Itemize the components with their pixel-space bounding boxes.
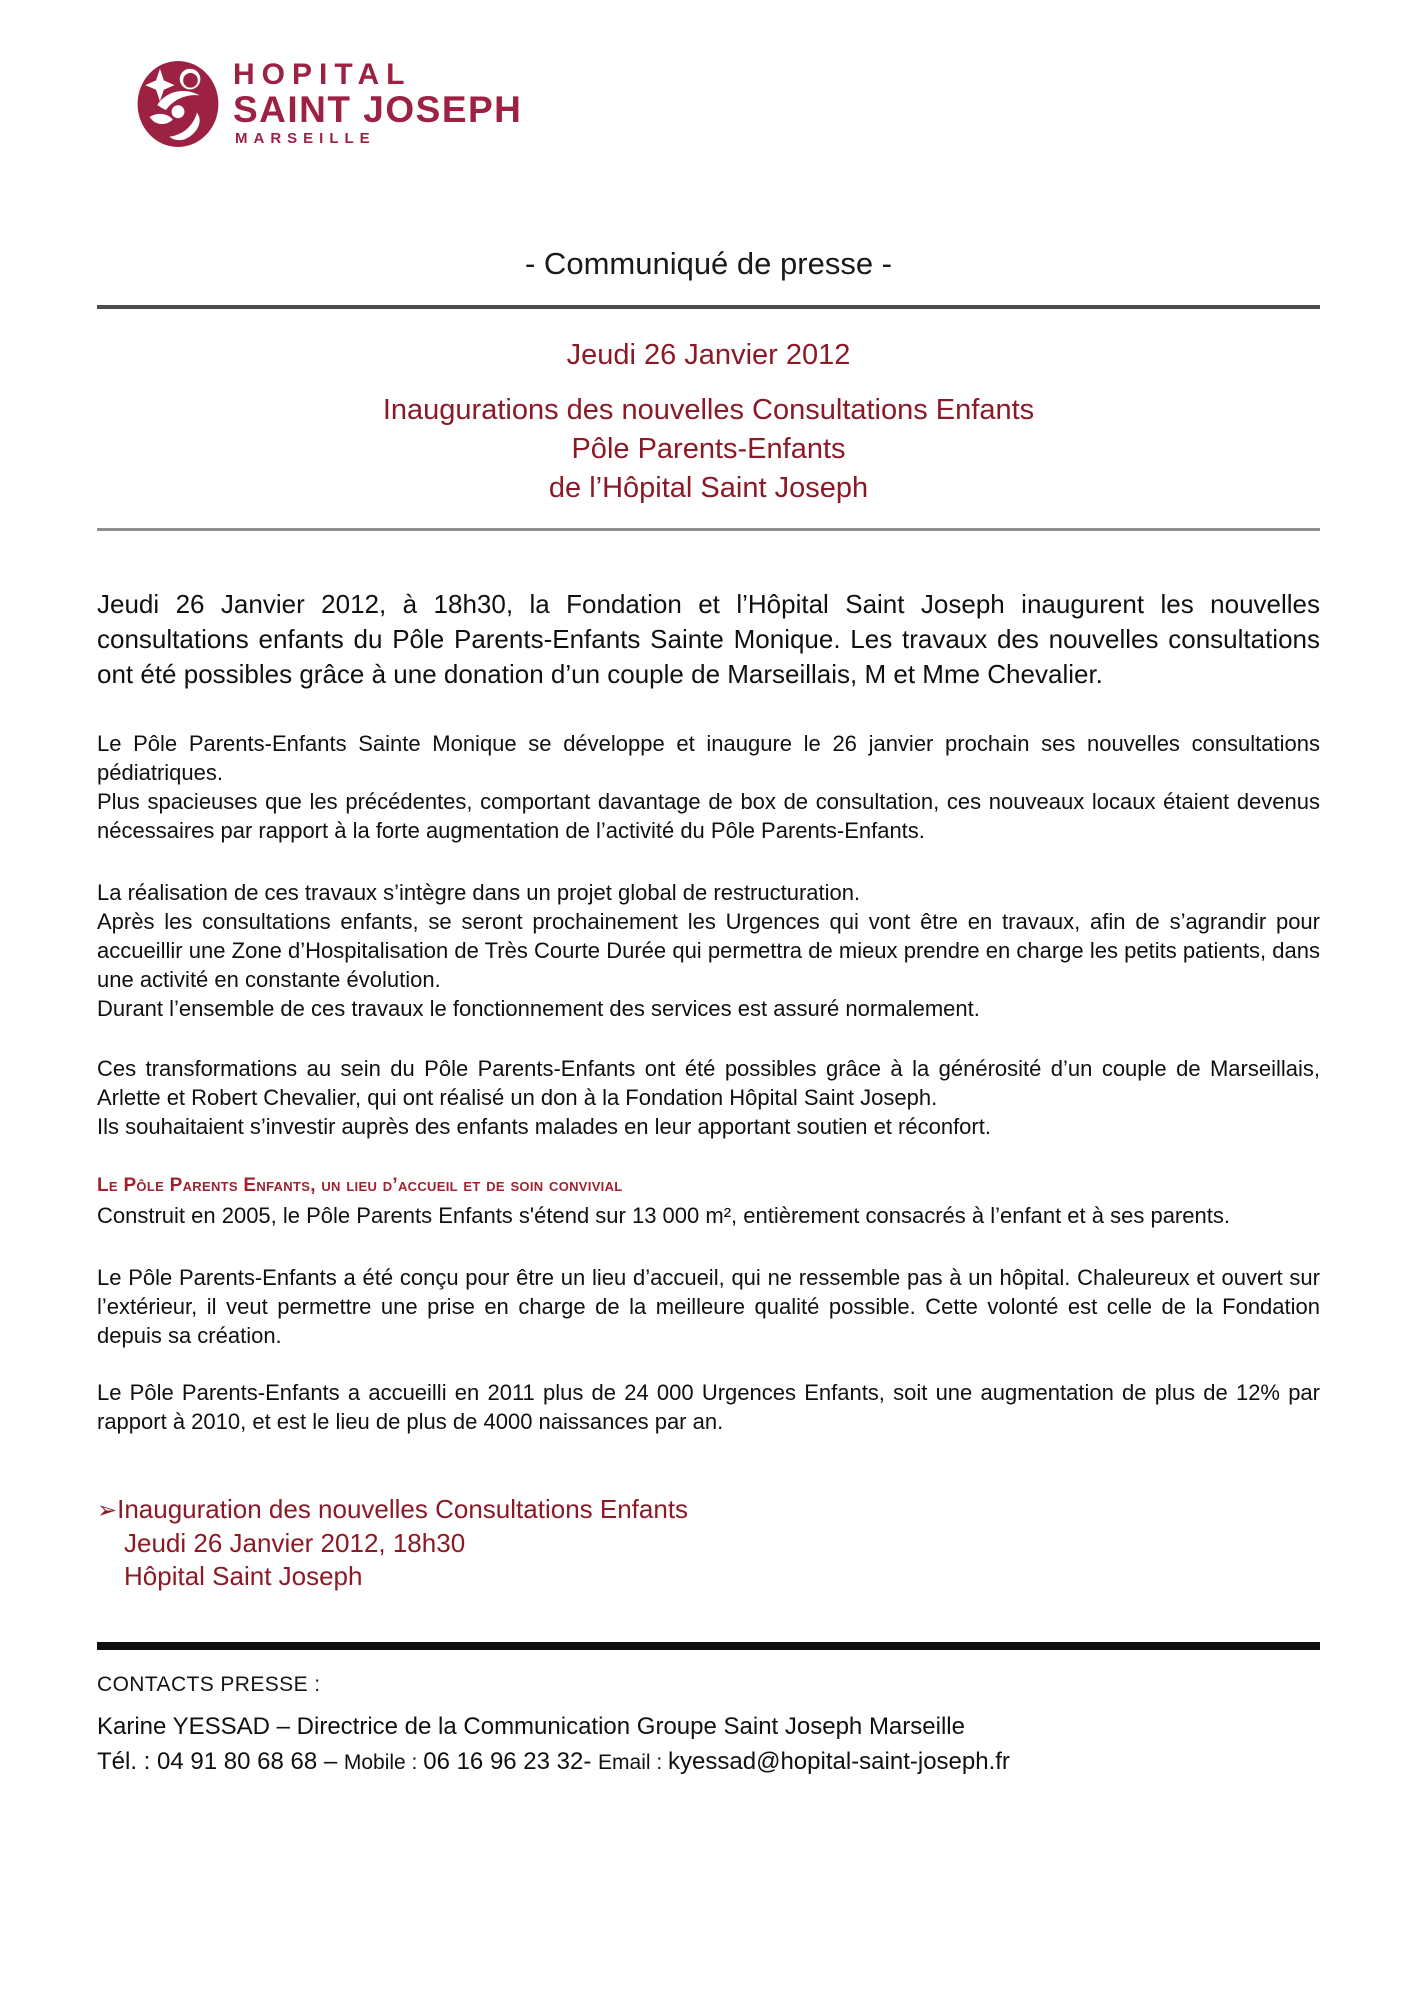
press-contacts (97, 1672, 1320, 1778)
paragraph-group (97, 1201, 1320, 1230)
contacts-person: Karine YESSAD – Directrice de la Communication Groupe Saint Joseph Marseille (97, 1713, 965, 1740)
event-date: Jeudi 26 Janvier 2012, 18h30 (124, 1528, 466, 1558)
paragraph-group (97, 878, 1320, 1023)
paragraph: Ils souhaitaient s’investir auprès des enfants malades en leur apportant soutien et réconfort. (97, 1114, 991, 1139)
paragraph: Le Pôle Parents-Enfants a été conçu pour être un lieu d’accueil, qui ne ressemble pas à un hôpital. Chaleureux et ouvert sur l’extérieur, il veut permettre une prise en charge de la meilleure qualité possible. Cette volonté est celle de la Fondation depuis sa création. (97, 1265, 1320, 1348)
mobile-label: Mobile : (343, 1751, 424, 1774)
headline-line-2: Pôle Parents-Enfants (571, 433, 846, 465)
event-announcement (97, 1493, 1320, 1593)
phone-number: Tél. : 04 91 80 68 68 – (97, 1748, 344, 1775)
divider-headline (97, 528, 1320, 531)
headline-line-3: de l’Hôpital Saint Joseph (548, 472, 869, 504)
lead-paragraph: Jeudi 26 Janvier 2012, à 18h30, la Fondation et l’Hôpital Saint Joseph inaugurent les nouvelles consultations enfants du Pôle Parents-Enfants Sainte Monique. Les travaux des nouvelles consultations ont été possibles grâce à une donation d’un couple de Marseillais, M et Mme Chevalier. (97, 589, 1320, 689)
press-release-title: - Communiqué de presse - (525, 246, 892, 281)
hospital-logo-text (233, 59, 522, 149)
paragraph-group (97, 1378, 1320, 1436)
divider-top (97, 305, 1320, 309)
paragraph: Plus spacieuses que les précédentes, comportant davantage de box de consultation, ces nouveaux locaux étaient devenus nécessaires par rapport à la forte augmentation de l’activité du Pôle Parents-Enfants. (97, 789, 1320, 843)
paragraph-group (97, 1054, 1320, 1141)
email-label: Email : (598, 1751, 669, 1774)
mobile-number: 06 16 96 23 32- (423, 1748, 599, 1775)
hospital-logo-icon (135, 58, 221, 150)
arrow-bullet-icon: ➢ (97, 1497, 118, 1524)
headline-block (97, 336, 1320, 508)
contacts-label: CONTACTS PRESSE : (97, 1673, 321, 1696)
headline-lines (97, 391, 1320, 508)
header-logo-row (135, 58, 1320, 150)
logo-saint-joseph: SAINT JOSEPH (233, 89, 523, 130)
paragraph: Construit en 2005, le Pôle Parents Enfants s'étend sur 13 000 m², entièrement consacrés à l’enfant et à ses parents. (97, 1203, 1230, 1228)
contacts-phone-email (97, 1747, 1320, 1778)
paragraph: Après les consultations enfants, se seront prochainement les Urgences qui vont être en travaux, afin de s’agrandir pour accueillir une Zone d’Hospitalisation de Très Courte Durée qui permettra de mieux prendre en charge les petits patients, dans une activité en constante évolution. (97, 909, 1320, 992)
paragraph: Le Pôle Parents-Enfants Sainte Monique se développe et inaugure le 26 janvier prochain ses nouvelles consultations pédiatriques. (97, 731, 1320, 785)
email-address: kyessad@hopital-saint-joseph.fr (668, 1748, 1010, 1775)
event-title: Inauguration des nouvelles Consultations Enfants (117, 1494, 689, 1524)
section-heading: Le Pôle Parents Enfants, un lieu d’accueil et de soin convivial (97, 1175, 623, 1196)
paragraph-group (97, 729, 1320, 845)
paragraph: La réalisation de ces travaux s’intègre dans un projet global de restructuration. (97, 880, 861, 905)
paragraph: Durant l’ensemble de ces travaux le fonctionnement des services est assuré normalement. (97, 996, 980, 1021)
logo-hopital: HOPITAL (233, 58, 412, 91)
logo-marseille: MARSEILLE (235, 130, 376, 147)
headline-date: Jeudi 26 Janvier 2012 (566, 339, 851, 371)
event-place: Hôpital Saint Joseph (124, 1561, 363, 1591)
event-title-line (97, 1493, 1320, 1527)
paragraph: Ces transformations au sein du Pôle Parents-Enfants ont été possibles grâce à la générosité d’un couple de Marseillais, Arlette et Robert Chevalier, qui ont réalisé un don à la Fondation Hôpital Saint Joseph. (97, 1056, 1320, 1110)
body-text (97, 729, 1320, 1436)
divider-footer (97, 1642, 1320, 1650)
paragraph: Le Pôle Parents-Enfants a accueilli en 2011 plus de 24 000 Urgences Enfants, soit une augmentation de plus de 12% par rapport à 2010, et est le lieu de plus de 4000 naissances par an. (97, 1380, 1320, 1434)
headline-line-1: Inaugurations des nouvelles Consultations Enfants (382, 394, 1035, 426)
paragraph-group (97, 1263, 1320, 1350)
